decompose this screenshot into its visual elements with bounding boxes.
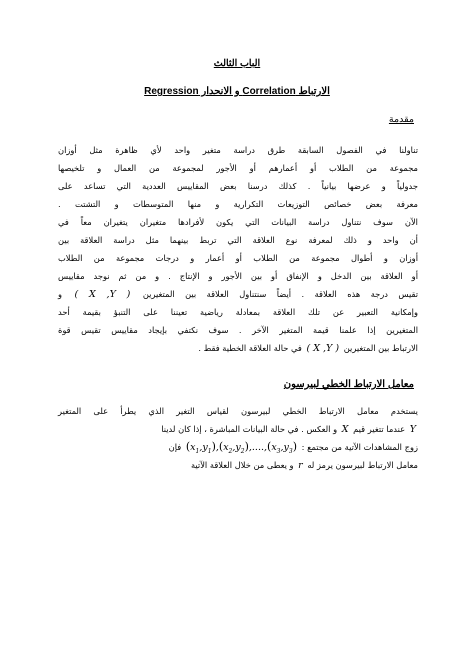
pearson-line: يستخدم معامل الارتباط الخطي لبيرسون لقياس التغير الذي يطرأ على المتغير [58, 406, 418, 416]
pearson-line-text: زوج المشاهدات الآتية من مجتمع : [301, 442, 418, 452]
pearson-line-text: عندما تتغير قيم [353, 424, 406, 434]
x-symbol: X [341, 424, 349, 435]
xy-pair-formula: ( X ,Y ) [74, 289, 131, 300]
intro-heading: مقدمة [388, 114, 414, 125]
chapter-title: الباب الثالث [213, 58, 261, 69]
pearson-paragraph [58, 402, 418, 474]
pearson-line-text: و العكس . في حالة البيانات المباشرة ، إذا كان لدينا [161, 424, 338, 434]
pearson-line-text: معامل الارتباط لبيرسون يرمز له [307, 460, 418, 470]
intro-line-text: في حالة العلاقة الخطية فقط . [198, 343, 302, 353]
intro-line-text: تقيس درجة هذه العلاقة . أيضاً سنتناول العلاقة بين المتغيرين [142, 289, 419, 299]
pearson-line [58, 420, 418, 438]
intro-line: مجموعة من الطلاب أو أعمارهم أو الأجور لمجموعة من العمال و تلخيصها [58, 163, 418, 173]
r-symbol: r [298, 460, 303, 471]
intro-line: الآن سوف نتناول دراسة البيانات التي يكون لأفرادها متغيران يتغيران معاً في [58, 217, 418, 227]
intro-line: أن واحد و ذلك لمعرفة نوع العلاقة التي تربط بينهما مثل دراسة العلاقة بين [58, 235, 418, 245]
intro-line: تقيس درجة هذه العلاقة . أيضاً سنتناول العلاقة بين المتغيرين ( X ,Y ) و [58, 289, 419, 300]
intro-line: أوزان و أطوال مجموعة من الطلاب أو أعمار و درجات مجموعة من الطلاب [58, 253, 418, 263]
intro-line: تناولنا في الفصول السابقة طرق دراسة متغير واحد لأي ظاهرة مثل أوزان [58, 145, 418, 155]
intro-line: معرفة بعض خصائص التوزيعات التكرارية و منها المتوسطات و التشتت . [58, 199, 418, 209]
pearson-line-text: فإن [168, 442, 182, 452]
intro-line: المتغيرين إذا علمنا قيمة المتغير الآخر . سوف نكتفي بإيجاد مقاييس تقيس قوة [58, 325, 418, 335]
y-symbol: Y [409, 424, 416, 435]
observations-formula: $(x_1,y_1),(x_2,y_2),....,(x_3,y_3)$ [185, 440, 298, 455]
pearson-heading: معامل الارتباط الخطي لبيرسون [283, 379, 414, 390]
xy-pair-formula: ( X ,Y ) [306, 343, 340, 354]
intro-line [58, 339, 418, 357]
pearson-line-text: و يعطى من خلال العلاقة الآتية [190, 460, 294, 470]
main-title: الارتباط Correlation و الانحدار Regression [144, 86, 330, 97]
pearson-line [58, 456, 418, 474]
intro-line: أو العلاقة بين الدخل و الإنفاق أو بين الأجور و الإنتاج . و من ثم نوجد مقاييس [58, 271, 418, 281]
intro-line: جدولياً و عرضها بيانياً . كذلك درسنا بعض المقاييس العددية التي تساعد على [58, 181, 418, 191]
intro-line-text: الارتباط بين المتغيرين [343, 343, 418, 353]
intro-line: وإمكانية التعبير عن تلك العلاقة بمعادلة رياضية تعيننا على التنبؤ بقيمة أحد [58, 307, 418, 317]
pearson-line [58, 438, 418, 456]
intro-paragraph [58, 141, 418, 357]
